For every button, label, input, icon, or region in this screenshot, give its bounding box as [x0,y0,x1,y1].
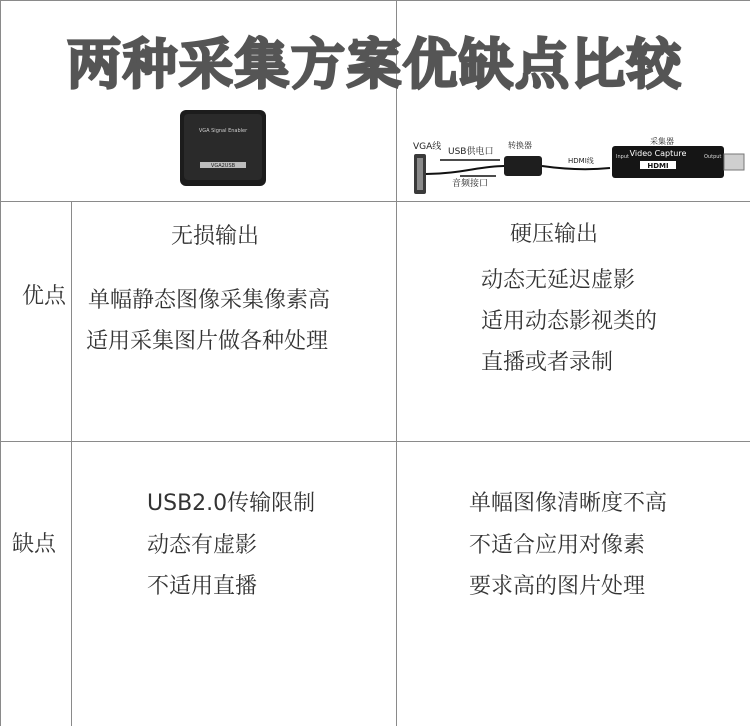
left-cons-item: 动态有虚影 [147,533,258,558]
grid-line-label-column [71,201,72,726]
grid-line-top [0,0,750,1]
capture-brand-text: Video Capture [629,149,687,158]
hdmi-cable-label: HDMI线 [568,157,594,165]
right-heading: 硬压输出 [510,222,599,247]
hdmi-logo-text: HDMI [647,162,669,170]
output-port-text: Output [704,154,722,160]
converter-label: 转换器 [508,141,532,150]
usb-power-label: USB供电口 [448,147,494,157]
left-pros-item: 单幅静态图像采集像素高 [88,288,331,313]
right-pros-item: 动态无延迟虚影 [481,268,636,293]
grid-line-row-divider [0,441,750,442]
input-port-text: Input [616,154,629,160]
device-label-text: VGA Signal Enabler [198,128,248,134]
left-heading: 无损输出 [171,224,260,249]
grid-line-header-bottom [0,201,750,202]
left-pros-item: 适用采集图片做各种处理 [86,329,329,354]
left-cons-item: 不适用直播 [147,574,258,599]
cons-row-label: 缺点 [12,532,57,557]
grid-line-center [396,0,397,726]
left-cons-item: USB2.0传输限制 [147,491,316,516]
hdmi-capture-setup-image [400,130,746,200]
right-cons-item: 单幅图像清晰度不高 [469,491,668,516]
right-pros-item: 直播或者录制 [481,350,614,375]
device-model-text: VGA2USB [210,163,236,169]
right-cons-item: 要求高的图片处理 [469,574,646,599]
vga-cable-label: VGA线 [413,142,442,152]
right-pros-item: 适用动态影视类的 [481,309,658,334]
pros-row-label: 优点 [22,284,67,309]
grid-line-outer-left [0,0,1,726]
right-cons-item: 不适合应用对像素 [469,533,646,558]
audio-port-label: 音频接口 [452,179,489,189]
page-title: 两种采集方案优缺点比较 [67,33,683,96]
vga2usb-device-image [178,108,268,188]
capture-device-label: 采集器 [650,137,674,146]
